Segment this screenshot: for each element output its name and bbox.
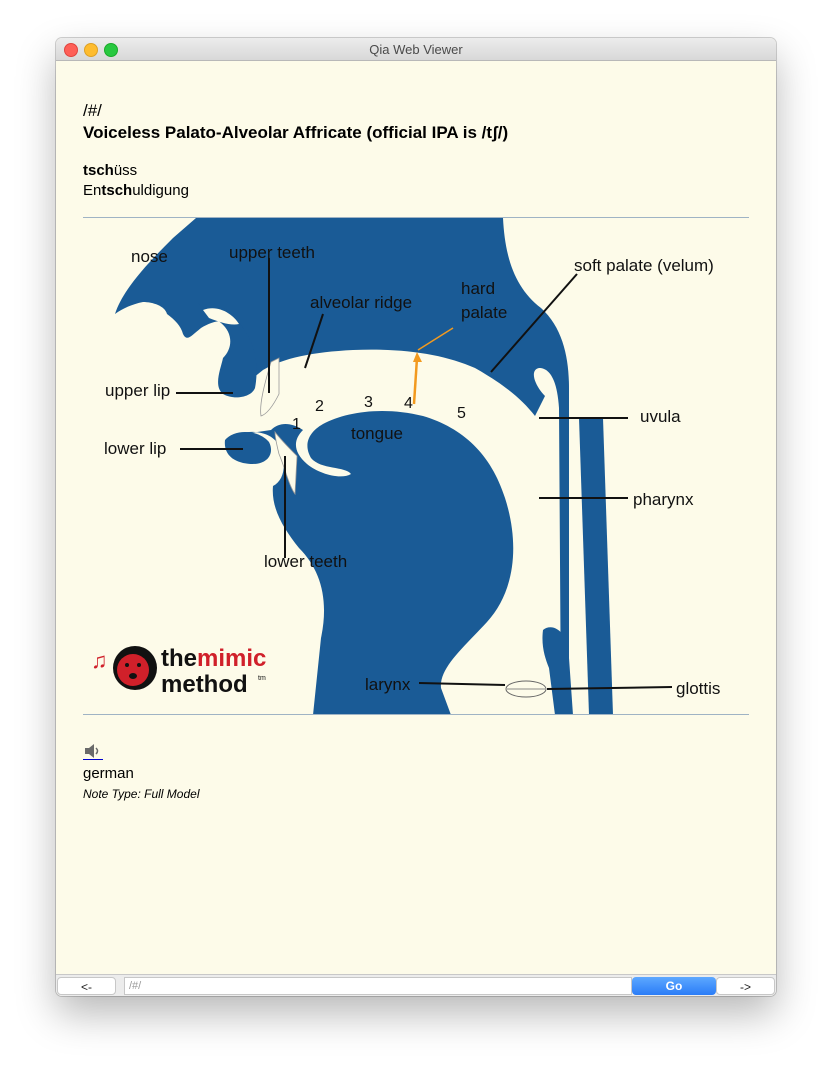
music-note-icon: ♫	[91, 648, 108, 673]
label-pharynx: pharynx	[633, 490, 694, 509]
position-label: 2	[315, 398, 324, 415]
label-nose: nose	[131, 247, 168, 266]
sound-symbol: /#/	[83, 101, 102, 120]
trachea-back-shape	[579, 418, 613, 715]
forward-button[interactable]: ->	[716, 977, 775, 995]
position-label: 5	[457, 405, 466, 422]
position-label: 3	[364, 394, 373, 411]
language-label: german	[83, 765, 134, 782]
position-label: 4	[404, 395, 413, 412]
label-alveolar-ridge: alveolar ridge	[310, 293, 413, 312]
window-title: Qia Web Viewer	[369, 42, 463, 57]
label-hard-palate-1: hard	[461, 279, 496, 298]
vocal-tract-diagram	[83, 218, 749, 715]
example-rest: üss	[113, 162, 138, 179]
label-upper-lip: upper lip	[105, 381, 171, 400]
label-hard-palate-2: palate	[461, 303, 508, 322]
label-upper-teeth: upper teeth	[229, 243, 316, 262]
navigation-bar	[56, 974, 776, 996]
label-soft-palate: soft palate (velum)	[574, 256, 714, 275]
speaker-icon	[83, 743, 103, 759]
label-glottis: glottis	[676, 679, 721, 698]
example-bold: tsch	[101, 182, 133, 199]
label-lower-lip: lower lip	[104, 439, 167, 458]
logo-tm: tm	[258, 675, 266, 682]
card-content	[56, 61, 776, 974]
divider	[83, 714, 749, 715]
note-type-label: Note Type: Full Model	[83, 787, 200, 801]
back-button[interactable]: <-	[57, 977, 116, 995]
title-bar	[56, 38, 776, 61]
logo-line2: method	[161, 671, 248, 698]
label-uvula: uvula	[640, 407, 681, 426]
example-rest: uldigung	[132, 182, 189, 199]
url-input[interactable]: /#/	[124, 977, 632, 995]
lower-lip-shape	[225, 432, 271, 464]
position-label: 1	[292, 416, 301, 433]
go-button[interactable]: Go	[632, 977, 716, 995]
example-word	[83, 182, 189, 199]
example-bold: tsch	[83, 162, 114, 179]
card-heading: Voiceless Palato-Alveolar Affricate (official IPA is /tʃ/)	[83, 123, 509, 142]
hard-palate-arrowhead	[413, 352, 422, 362]
hard-palate-arrow	[414, 358, 417, 404]
label-tongue: tongue	[351, 424, 403, 443]
logo-line1: themimic	[161, 645, 267, 672]
play-audio-link[interactable]	[83, 743, 103, 759]
example-prefix: En	[83, 182, 102, 199]
label-larynx: larynx	[365, 675, 411, 694]
app-window	[56, 38, 776, 996]
label-lower-teeth: lower teeth	[264, 552, 348, 571]
example-word	[83, 162, 137, 179]
mimic-method-logo	[91, 645, 266, 698]
